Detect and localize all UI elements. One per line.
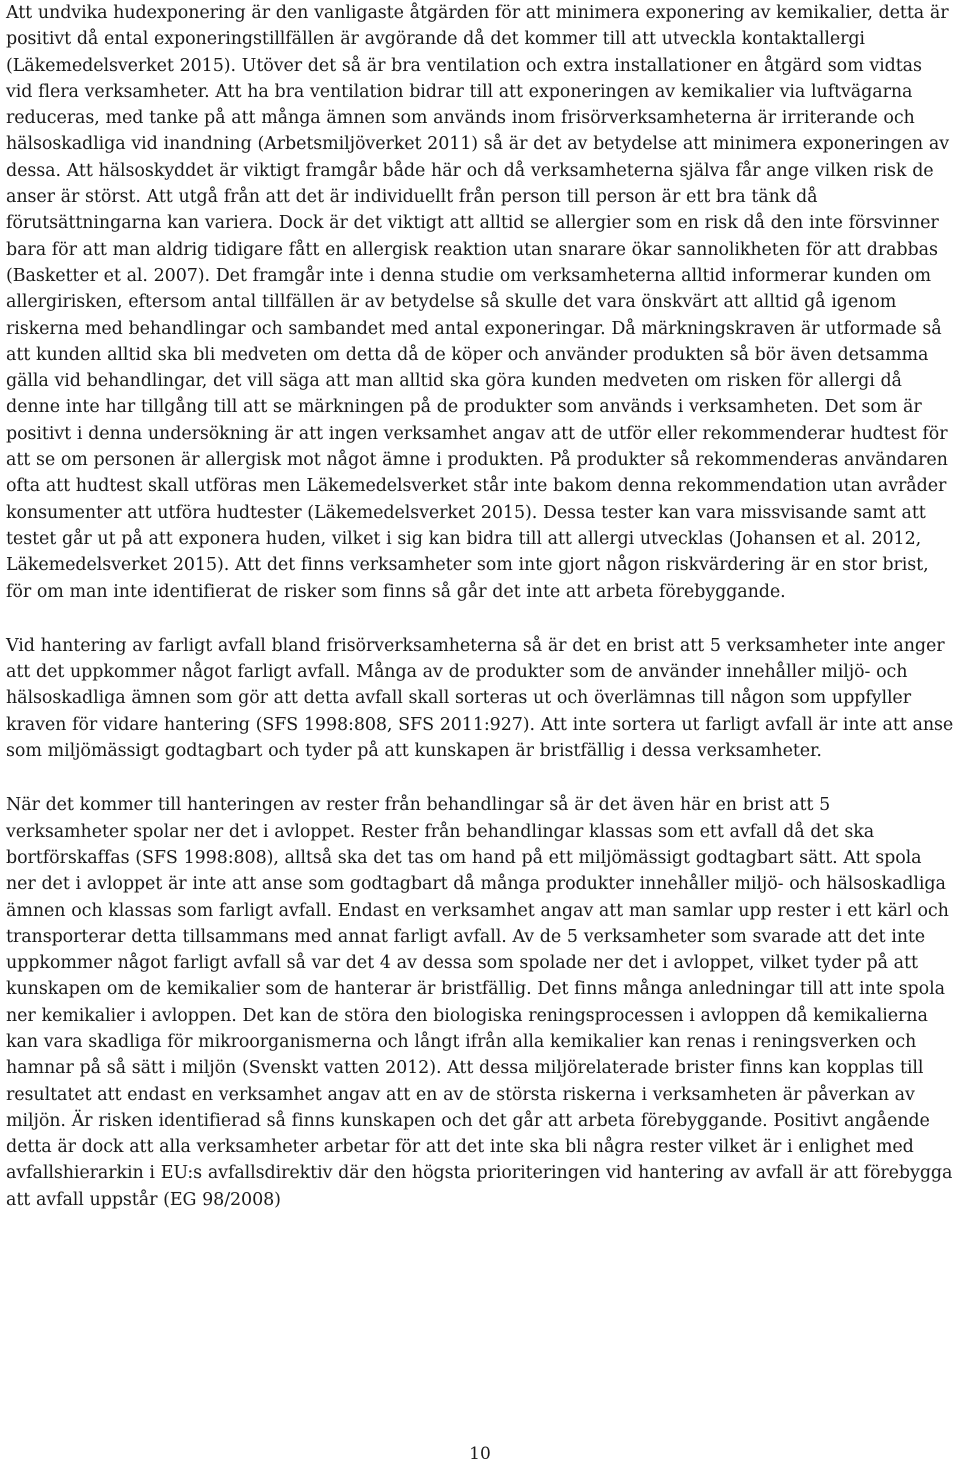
paragraph-exposure-and-allergy: Att undvika hudexponering är den vanligaste åtgärden för att minimera exponering av kemikalier, detta är positivt då ental exponeringstillfällen är avgörande då det kommer till att utveckla kontaktallergi (Läkemedelsverket 2015). Utöver det så är bra ventilation och extra installationer en åtgärd som vidtas vid flera verksamheter. Att ha bra ventilation bidrar till att exponeringen av kemikalier via luftvägarna reduceras, med tanke på att många ämnen som används inom frisörverksamheterna är irriterande och hälsoskadliga vid inandning (Arbetsmiljöverket 2011) så är det av betydelse att minimera exponeringen av dessa. Att hälsoskyddet är viktigt framgår både här och då verksamheterna själva får ange vilken risk de anser är störst. Att utgå från att det är individuellt från person till person är ett bra tänk då förutsättningarna kan variera. Dock är det viktigt att alltid se allergier som en risk då den inte försvinner bara för att man aldrig tidigare fått en allergisk reaktion utan snarare ökar sannolikheten för att drabbas (Basketter et al. 2007). Det framgår inte i denna studie om verksamheterna alltid informerar kunden om allergirisken, eftersom antal tillfällen är av betydelse så skulle det vara önskvärt att alltid gå igenom riskerna med behandlingar och sambandet med antal exponeringar. Då märkningskraven är utformade så att kunden alltid ska bli medveten om detta då de köper och använder produkten så bör även detsamma gälla vid behandlingar, det vill säga att man alltid ska göra kunden medveten om risken för allergi då denne inte har tillgång till att se märkningen på de produkter som används i verksamheten. Det som är positivt i denna undersökning är att ingen verksamhet angav att de utför eller rekommenderar hudtest för att se om personen är allergisk mot något ämne i produkten. På produkter så rekommenderas användaren ofta att hudtest skall utföras men Läkemedelsverket står inte bakom denna rekommendation utan avråder konsumenter att utföra hudtester (Läkemedelsverket 2015). Dessa tester kan vara missvisande samt att testet går ut på att exponera huden, vilket i sig kan bidra till att allergi utvecklas (Johansen et al. 2012, Läkemedelsverket 2015). Att det finns verksamheter som inte gjort någon riskvärdering är en stor brist, för om man inte identifierat de risker som finns så går det inte att arbeta förebyggande. (6, 3, 949, 602)
document-body (6, 0, 954, 1213)
page-number: 10 (469, 1444, 491, 1464)
paragraph-hazardous-waste: Vid hantering av farligt avfall bland frisörverksamheterna så är det en brist att 5 verksamheter inte anger att det uppkommer något farligt avfall. Många av de produkter som de använder innehåller miljö- och hälsoskadliga ämnen som gör att detta avfall skall sorteras ut och överlämnas till någon som uppfyller kraven för vidare hantering (SFS 1998:808, SFS 2011:927). Att inte sortera ut farligt avfall är inte att anse som miljömässigt godtagbart och tyder på att kunskapen är bristfällig i dessa verksamheter. (6, 635, 954, 762)
paragraph-treatment-residues: När det kommer till hanteringen av rester från behandlingar så är det även här en brist att 5 verksamheter spolar ner det i avloppet. Rester från behandlingar klassas som ett avfall då det ska bortförskaffas (SFS 1998:808), alltså ska det tas om hand på ett miljömässigt godtagbart sätt. Att spola ner det i avloppet är inte att anse som godtagbart då många produkter innehåller miljö- och hälsoskadliga ämnen och klassas som farligt avfall. Endast en verksamhet angav att man samlar upp rester i ett kärl och transporterar detta tillsammans med annat farligt avfall. Av de 5 verksamheter som svarade att det inte uppkommer något farligt avfall så var det 4 av dessa som spolade ner det i avloppet, vilket tyder på att kunskapen om de kemikalier som de hanterar är bristfällig. Det finns många anledningar till att inte spola ner kemikalier i avloppen. Det kan de störa den biologiska reningsprocessen i avloppen då kemikalierna kan vara skadliga för mikroorganismerna och långt ifrån alla kemikalier kan renas i reningsverken och hamnar på så sätt i miljön (Svenskt vatten 2012). Att dessa miljörelaterade brister finns kan kopplas till resultatet att endast en verksamhet angav att en av de största riskerna i verksamheten är påverkan av miljön. Är risken identifierad så finns kunskapen och det går att arbeta förebyggande. Positivt angående detta är dock att alla verksamheter arbetar för att det inte ska bli några rester vilket är i enlighet med avfallshierarkin i EU:s avfallsdirektiv där den högsta prioriteringen vid hantering av avfall är att förebygga att avfall uppstår (EG 98/2008) (6, 795, 953, 1210)
